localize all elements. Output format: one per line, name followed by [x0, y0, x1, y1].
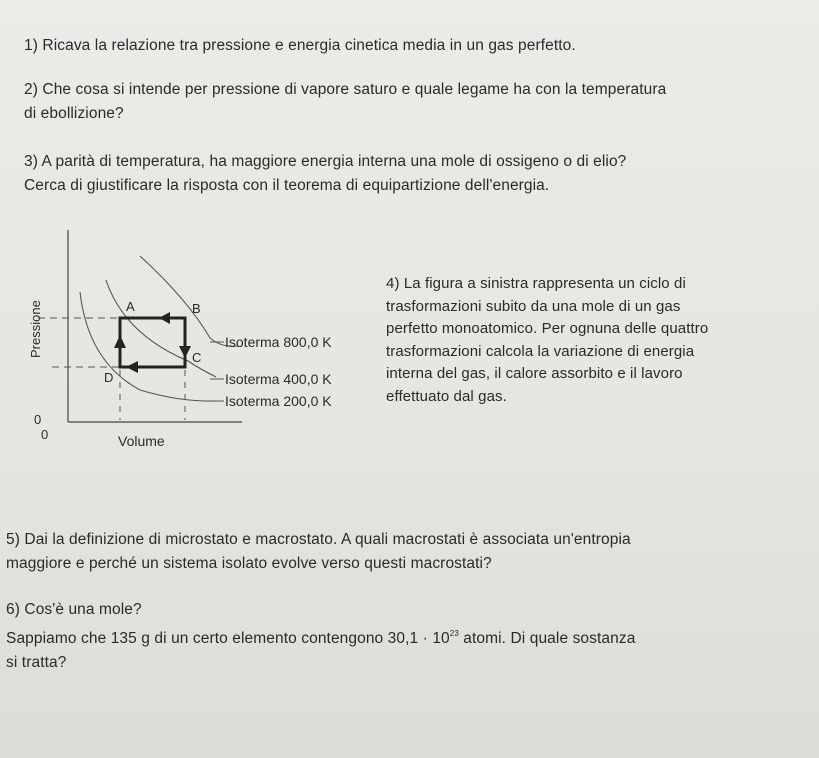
question-number: 5) — [6, 531, 20, 548]
point-a-label: A — [126, 299, 135, 314]
y-axis-origin-label: 0 — [34, 412, 42, 427]
arrow-c-to-d — [126, 361, 138, 373]
point-d-label: D — [104, 370, 114, 385]
question-2 — [24, 78, 666, 126]
point-b-label: B — [192, 301, 201, 316]
question-number: 1) — [24, 37, 38, 54]
pv-cycle-figure — [20, 222, 370, 462]
question-text-line: Dai la definizione di microstato e macrostato. A quali macrostati è associata un'entropia — [24, 531, 631, 548]
question-5 — [6, 528, 631, 576]
isotherm-400-label: Isoterma 400,0 K — [225, 371, 332, 387]
question-text-line: atomi. Di quale sostanza — [458, 630, 636, 647]
question-3 — [24, 150, 626, 198]
arrow-b-to-c — [179, 346, 191, 358]
question-text-line: trasformazioni subito da una mole di un gas — [386, 297, 681, 315]
cycle-path — [120, 318, 185, 367]
isotherm-200-label: Isoterma 200,0 K — [225, 393, 332, 409]
question-text-line: di ebollizione? — [24, 105, 124, 122]
question-text: Ricava la relazione tra pressione e energia cinetica media in un gas perfetto. — [42, 37, 576, 54]
question-text-line: Che cosa si intende per pressione di vapore saturo e quale legame ha con la temperatura — [42, 81, 667, 98]
question-number: 4) — [386, 275, 400, 292]
question-text-line: Sappiamo che 135 g di un certo elemento contengono 30,1 · 10 — [6, 630, 450, 647]
question-6 — [6, 598, 635, 675]
question-number: 6) — [6, 601, 20, 618]
question-text-line: trasformazioni calcola la variazione di energia — [386, 342, 695, 360]
x-axis-origin-label: 0 — [41, 427, 49, 442]
question-text-line: interna del gas, il calore assorbito e il lavoro — [386, 365, 683, 382]
question-1 — [24, 34, 576, 58]
question-text-line: si tratta? — [6, 654, 67, 671]
isotherm-800-label: Isoterma 800,0 K — [225, 334, 332, 350]
question-text-line: maggiore e perché un sistema isolato evolve verso questi macrostati? — [6, 555, 492, 572]
arrow-d-to-a — [114, 335, 126, 348]
question-text-line: A parità di temperatura, ha maggiore energia interna una mole di ossigeno o di elio? — [41, 153, 627, 170]
question-text-line: perfetto monoatomico. Per ognuna delle quattro — [386, 320, 709, 337]
question-number: 2) — [24, 81, 38, 98]
question-text-line: Cerca di giustificare la risposta con il teorema di equipartizione dell'energia. — [24, 177, 550, 194]
x-axis-label: Volume — [118, 433, 165, 449]
question-text-line: effettuato dal gas. — [386, 387, 507, 405]
y-axis-label: Pressione — [28, 300, 43, 358]
isotherm-800-curve — [140, 256, 238, 346]
question-number: 3) — [24, 153, 38, 170]
question-4 — [386, 273, 708, 408]
question-text-line: Cos'è una mole? — [24, 601, 142, 618]
question-text-line: La figura a sinistra rappresenta un ciclo di — [403, 275, 686, 292]
arrow-a-to-b — [159, 312, 170, 324]
exponent: 23 — [449, 629, 459, 638]
point-c-label: C — [192, 350, 202, 365]
